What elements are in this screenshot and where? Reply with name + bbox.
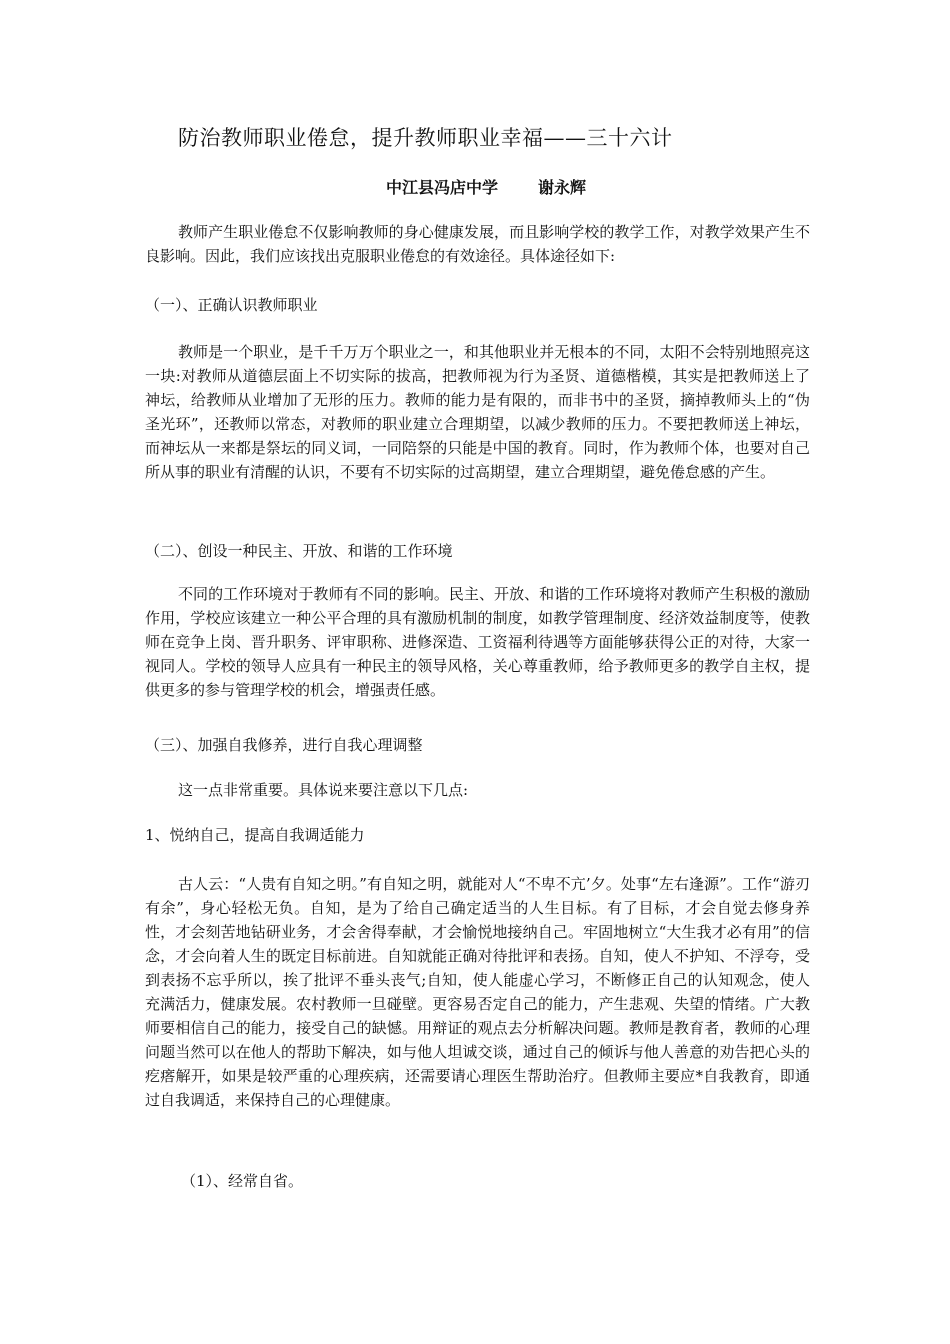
document-title: 防治教师职业倦怠，提升教师职业幸福——三十六计 (178, 126, 673, 150)
section-2-heading: （二）、创设一种民主、开放、和谐的工作环境 (145, 542, 453, 560)
author-name: 谢永辉 (538, 178, 587, 197)
section-3-paragraph: 这一点非常重要。具体说来要注意以下几点: (178, 781, 469, 799)
author-school: 中江县冯店中学 (386, 178, 499, 197)
subsection-1-paragraph: 古人云：“人贵有自知之明。”有自知之明，就能对人“不卑不亢’夕。处事“左右逢源”。工作“游刃有余”，身心轻松无负。自知，是为了给自己确定适当的人生目标。有了目标，才会自觉去修身养性，才会刻苦地钻研业务，才会舍得奉献，才会愉悦地接纳自己。牢固地树立“大生我才必有用”的信念，才会向着人生的既定目标前进。自知就能正确对待批评和表扬。自知，使人不护知、不浮夸，受到表扬不忘乎所以，挨了批评不垂头丧气;自知，使人能虚心学习，不断修正自己的认知观念，使人充满活力，健康发展。农村教师一旦碰壁。更容易否定自己的能力，产生悲观、失望的情绪。广大教师要相信自己的能力，接受自己的缺憾。用辩证的观点去分析解决问题。教师是教育者，教师的心理问题当然可以在他人的帮助下解决，如与他人坦诚交谈，通过自己的倾诉与他人善意的劝告把心头的疙瘩解开，如果是较严重的心理疾病，还需要请心理医生帮助治疗。但教师主要应*自我教育，即通过自我调适，来保持自己的心理健康。 (145, 875, 810, 1109)
section-2-paragraph: 不同的工作环境对于教师有不同的影响。民主、开放、和谐的工作环境将对教师产生积极的激励作用，学校应该建立一种公平合理的具有激励机制的制度，如教学管理制度、经济效益制度等，使教师在竞争上岗、晋升职务、评审职称、进修深造、工资福利待遇等方面能够获得公正的对待，大家一视同人。学校的领导人应具有一种民主的领导风格，关心尊重教师，给予教师更多的教学自主权，提供更多的参与管理学校的机会，增强责任感。 (145, 585, 810, 699)
subsection-1-heading: 1、悦纳自己，提高自我调适能力 (145, 826, 365, 844)
item-1-heading: （1）、经常自省。 (181, 1172, 304, 1190)
section-1-paragraph: 教师是一个职业，是千千万万个职业之一，和其他职业并无根本的不同，太阳不会特别地照亮这一块:对教师从道德层面上不切实际的拔高，把教师视为行为圣贤、道德楷模，其实是把教师送上了神坛，给教师从业增加了无形的压力。教师的能力是有限的，而非书中的圣贤，摘掉教师头上的“伪圣光环”，还教师以常态，对教师的职业建立合理期望，以减少教师的压力。不要把教师送上神坛，而神坛从一来都是祭坛的同义词，一同陪祭的只能是中国的教育。同时，作为教师个体，也要对自己所从事的职业有清醒的认识，不要有不切实际的过高期望，建立合理期望，避免倦怠感的产生。 (145, 343, 810, 481)
author-line (386, 175, 586, 198)
section-1-heading: （一）、正确认识教师职业 (145, 296, 318, 314)
intro-paragraph: 教师产生职业倦怠不仅影响教师的身心健康发展，而且影响学校的教学工作，对教学效果产生不良影响。因此，我们应该找出克服职业倦怠的有效途径。具体途径如下: (145, 223, 810, 265)
section-3-heading: （三）、加强自我修养，进行自我心理调整 (145, 736, 423, 754)
